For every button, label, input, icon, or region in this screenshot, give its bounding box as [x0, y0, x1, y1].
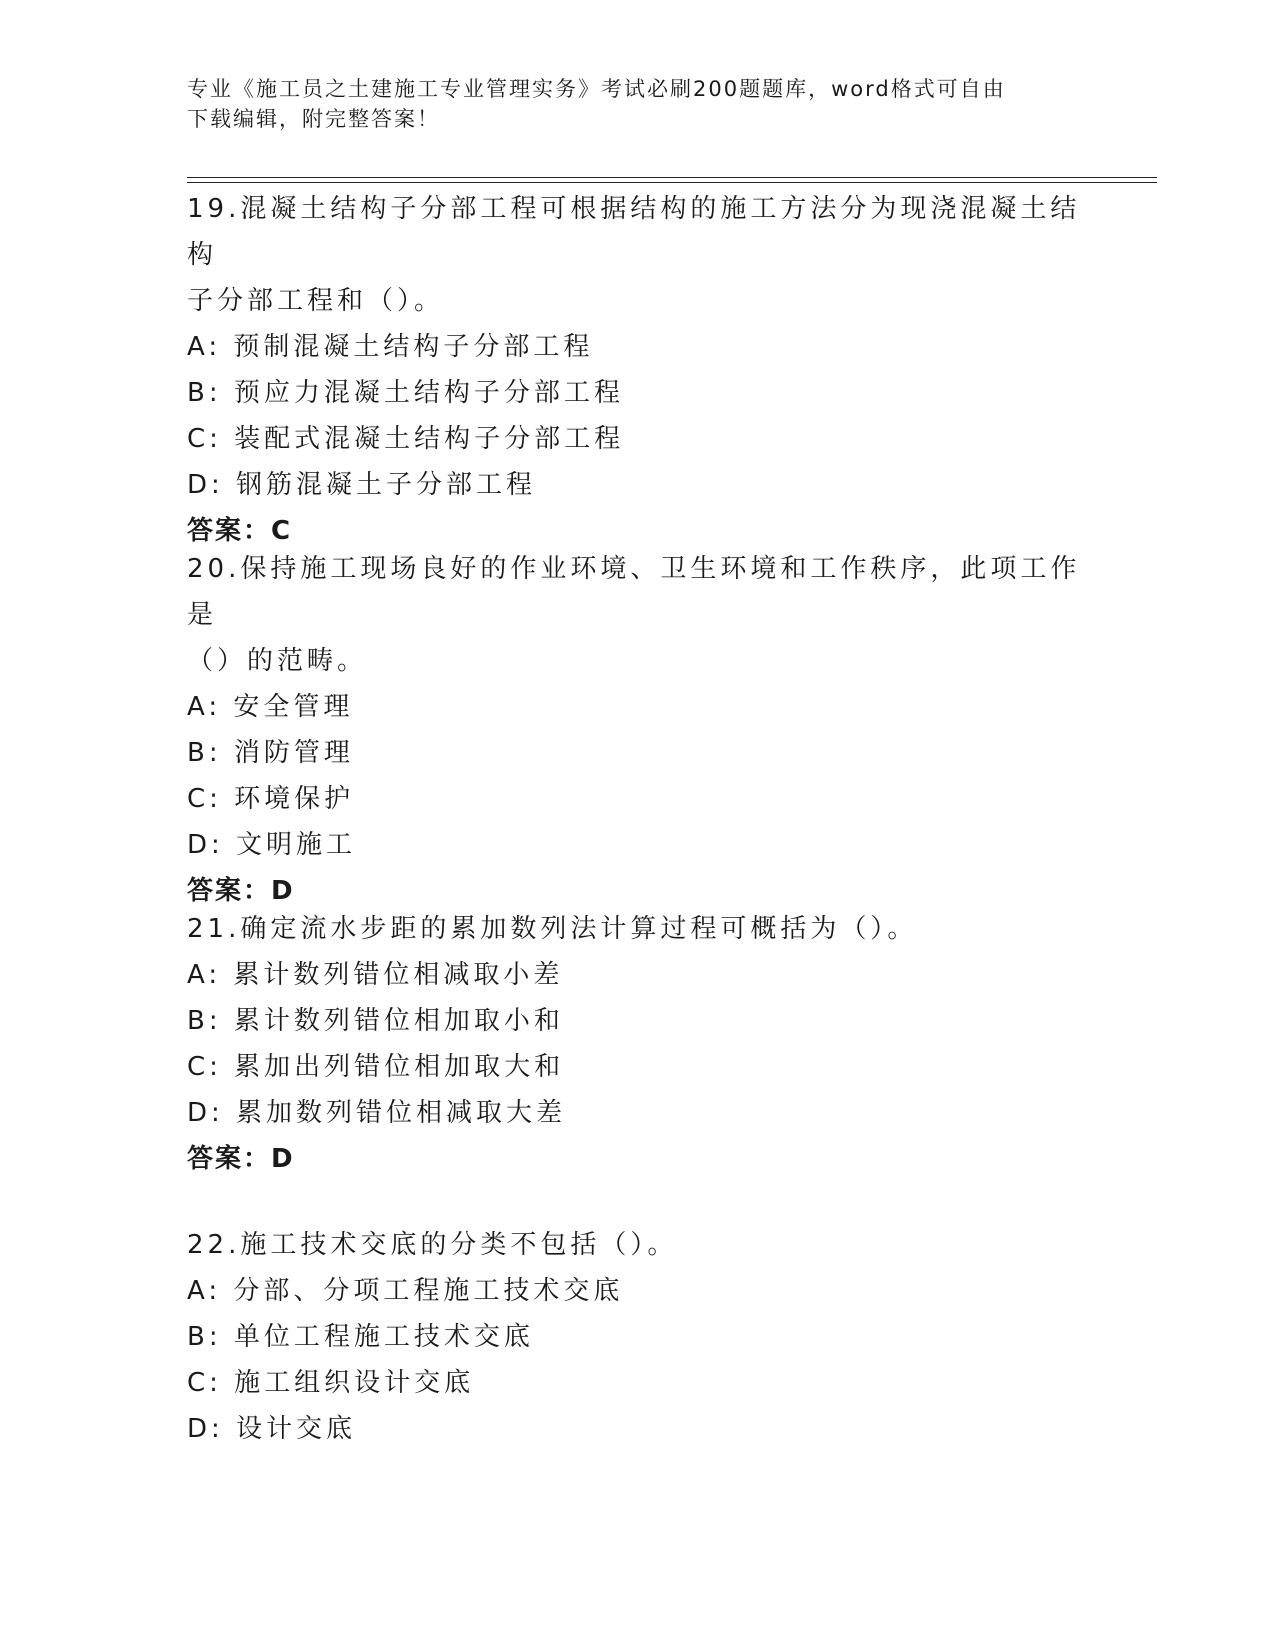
answer: 答案：D — [187, 876, 295, 906]
option-c: C: 施工组织设计交底 — [187, 1368, 475, 1398]
option-c: C: 装配式混凝土结构子分部工程 — [187, 424, 625, 454]
question-20 — [187, 546, 1087, 914]
option-d: D: 钢筋混凝土子分部工程 — [187, 470, 537, 500]
question-22 — [187, 1222, 1087, 1452]
question-stem-line: 21.确定流水步距的累加数列法计算过程可概括为（）。 — [187, 914, 918, 944]
option-c: C: 累加出列错位相加取大和 — [187, 1052, 565, 1082]
option-a: A: 累计数列错位相减取小差 — [187, 960, 564, 990]
document-header — [187, 74, 1087, 134]
question-stem-line: 子分部工程和（）。 — [187, 286, 445, 316]
option-d: D: 设计交底 — [187, 1414, 357, 1444]
option-d: D: 文明施工 — [187, 830, 357, 860]
header-line-2: 下载编辑，附完整答案！ — [187, 107, 440, 131]
question-stem-line: 20.保持施工现场良好的作业环境、卫生环境和工作秩序，此项工作是 — [187, 554, 1081, 630]
question-stem-line: 19.混凝土结构子分部工程可根据结构的施工方法分为现浇混凝土结构 — [187, 194, 1081, 270]
header-divider-bottom — [187, 182, 1157, 183]
option-b: B: 预应力混凝土结构子分部工程 — [187, 378, 624, 408]
answer: 答案：D — [187, 1144, 295, 1174]
question-19 — [187, 186, 1087, 554]
option-a: A: 安全管理 — [187, 692, 354, 722]
option-b: B: 累计数列错位相加取小和 — [187, 1006, 564, 1036]
header-divider-top — [187, 177, 1157, 178]
answer: 答案：C — [187, 516, 293, 546]
option-b: B: 消防管理 — [187, 738, 354, 768]
question-21 — [187, 906, 1087, 1182]
header-line-1: 专业《施工员之土建施工专业管理实务》考试必刷200题题库，word格式可自由 — [187, 77, 1006, 101]
option-d: D: 累加数列错位相减取大差 — [187, 1098, 567, 1128]
option-a: A: 分部、分项工程施工技术交底 — [187, 1276, 624, 1306]
option-c: C: 环境保护 — [187, 784, 355, 814]
option-b: B: 单位工程施工技术交底 — [187, 1322, 534, 1352]
question-stem-line: 22.施工技术交底的分类不包括（）。 — [187, 1230, 678, 1260]
question-stem-line: （）的范畴。 — [187, 646, 368, 676]
option-a: A: 预制混凝土结构子分部工程 — [187, 332, 594, 362]
